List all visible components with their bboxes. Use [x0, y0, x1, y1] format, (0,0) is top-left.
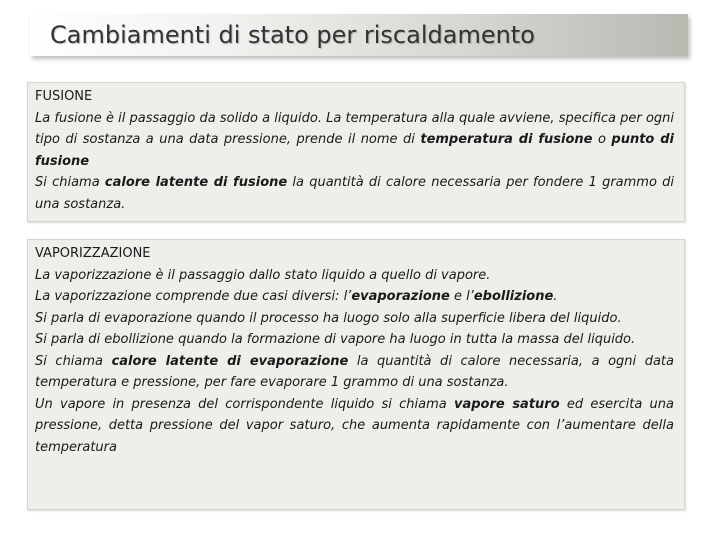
- vaporizzazione-box: [27, 239, 685, 510]
- bold-term: punto di fusione: [35, 132, 674, 169]
- fusione-box: [27, 82, 685, 222]
- text-span: la quantità di calore necessaria per fondere 1 grammo di una sostanza.: [35, 175, 674, 212]
- bold-term: vapore saturo: [453, 396, 560, 412]
- vaporizzazione-paragraph-4: Si parla di ebollizione quando la formazione di vapore ha luogo in tutta la massa del liquido.: [35, 332, 636, 347]
- title-bar: [30, 14, 688, 56]
- text-span: La fusione è il passaggio da solido a liquido. La temperatura alla quale avviene, specifica per ogni tipo di sostanza a una data pressione, prende il nome di: [35, 110, 674, 147]
- bold-term: calore latente di evaporazione: [111, 353, 349, 369]
- vaporizzazione-heading: VAPORIZZAZIONE: [35, 246, 151, 261]
- text-span: la quantità di calore necessaria, a ogni data temperatura e pressione, per fare evaporare 1 grammo di una sostanza.: [35, 353, 674, 390]
- text-span: Si chiama: [35, 175, 105, 190]
- text-span: Un vapore in presenza del corrispondente liquido si chiama: [35, 396, 454, 412]
- fusione-heading: FUSIONE: [35, 89, 93, 104]
- vaporizzazione-paragraph-6: [35, 394, 674, 459]
- text-span: o: [592, 132, 612, 147]
- text-span: .: [553, 289, 558, 304]
- fusione-paragraph-2: [35, 172, 674, 215]
- fusione-paragraph-1: [35, 108, 674, 173]
- text-span: ed esercita una pressione, detta pressione del vapor saturo, che aumenta rapidamente con l’aumentare della temperatura: [35, 396, 674, 455]
- vaporizzazione-paragraph-2: [35, 286, 674, 308]
- vaporizzazione-paragraph-5: [35, 351, 674, 394]
- text-span: La vaporizzazione comprende due casi diversi: l’: [35, 289, 352, 304]
- bold-term: evaporazione: [351, 289, 450, 304]
- text-span: e l’: [449, 289, 474, 304]
- vaporizzazione-paragraph-1: La vaporizzazione è il passaggio dallo stato liquido a quello di vapore.: [35, 267, 491, 283]
- text-span: Si chiama: [35, 353, 112, 369]
- bold-term: calore latente di fusione: [104, 175, 288, 190]
- bold-term: ebollizione: [473, 289, 554, 304]
- slide-title: Cambiamenti di stato per riscaldamento: [50, 21, 535, 49]
- bold-term: temperatura di fusione: [420, 132, 593, 147]
- vaporizzazione-paragraph-3: Si parla di evaporazione quando il processo ha luogo solo alla superficie libera del liquido.: [35, 310, 622, 326]
